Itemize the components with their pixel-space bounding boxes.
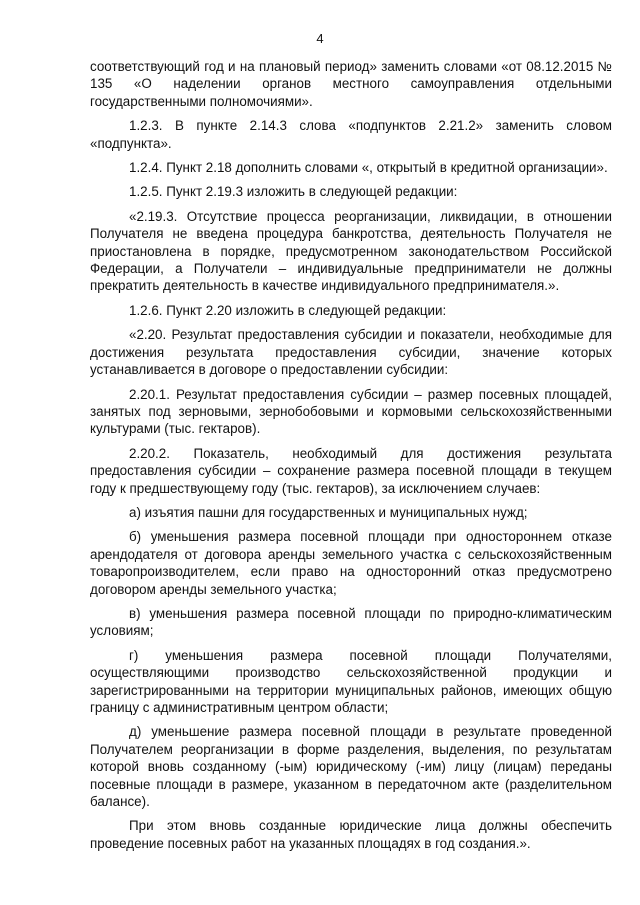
- list-item-v: в) уменьшения размера посевной площади по природно-климатическим условиям;: [90, 605, 612, 639]
- paragraph-1-2-6: 1.2.6. Пункт 2.20 изложить в следующей редакции:: [129, 302, 447, 318]
- paragraph-continuation: соответствующий год и на плановый период» заменить словами «от 08.12.2015 № 135 «О наделении органов местного самоуправления отдельными государственными полномочиями».: [90, 59, 612, 109]
- paragraph-2-20-2: 2.20.2. Показатель, необходимый для достижения результата предоставления субсидии – сохранение размера посевной площади в текущем году к предшествующему году (тыс. гектаров), за исключением случаев:: [90, 445, 612, 496]
- paragraph-1-2-4: 1.2.4. Пункт 2.18 дополнить словами «, открытый в кредитной организации».: [129, 160, 608, 176]
- page-number: 4: [316, 31, 324, 46]
- paragraph-2-20-1: 2.20.1. Результат предоставления субсидии – размер посевных площадей, занятых под зерновыми, зернобобовыми и кормовыми сельскохозяйственными культурами (тыс. гектаров).: [90, 386, 612, 437]
- list-item-b: б) уменьшения размера посевной площади при одностороннем отказе арендодателя от договора аренды земельного участка с сельскохозяйственным товаропроизводителем, если право на односторонний отказ предусмотрено договором аренды земельного участка;: [90, 529, 612, 597]
- paragraph-2-20: «2.20. Результат предоставления субсидии и показатели, необходимые для достижения результата предоставления субсидии, значение которых устанавливается в договоре о предоставлении субсидии:: [90, 327, 612, 378]
- paragraph-closing: При этом вновь созданные юридические лица должны обеспечить проведение посевных работ на указанных площадях в год создания.».: [90, 818, 612, 851]
- list-item-a: а) изъятия пашни для государственных и муниципальных нужд;: [129, 504, 528, 520]
- list-item-g: г) уменьшения размера посевной площади Получателями, осуществляющими производство сельскохозяйственной продукции и зарегистрированными на территории муниципальных районов, имеющих общую границу с административным центром области;: [90, 647, 612, 715]
- document-body: [90, 58, 612, 859]
- paragraph-1-2-5: 1.2.5. Пункт 2.19.3 изложить в следующей редакции:: [129, 184, 458, 200]
- paragraph-1-2-3: 1.2.3. В пункте 2.14.3 слова «подпунктов 2.21.2» заменить словом «подпункта».: [90, 118, 612, 151]
- paragraph-2-19-3: «2.19.3. Отсутствие процесса реорганизации, ликвидации, в отношении Получателя не введена процедура банкротства, деятельность Получателя не приостановлена в порядке, предусмотренном законодательством Российской Федерации, а Получатели – индивидуальные предприниматели не должны прекратить деятельность в качестве индивидуального предпринимателя.».: [90, 208, 612, 294]
- list-item-d: д) уменьшение размера посевной площади в результате проведенной Получателем реорганизации в форме разделения, выделения, по результатам которой вновь созданному (-ым) юридическому (-им) лицу (лицам) переданы посевные площади в размере, указанном в передаточном акте (разделительном балансе).: [90, 724, 612, 810]
